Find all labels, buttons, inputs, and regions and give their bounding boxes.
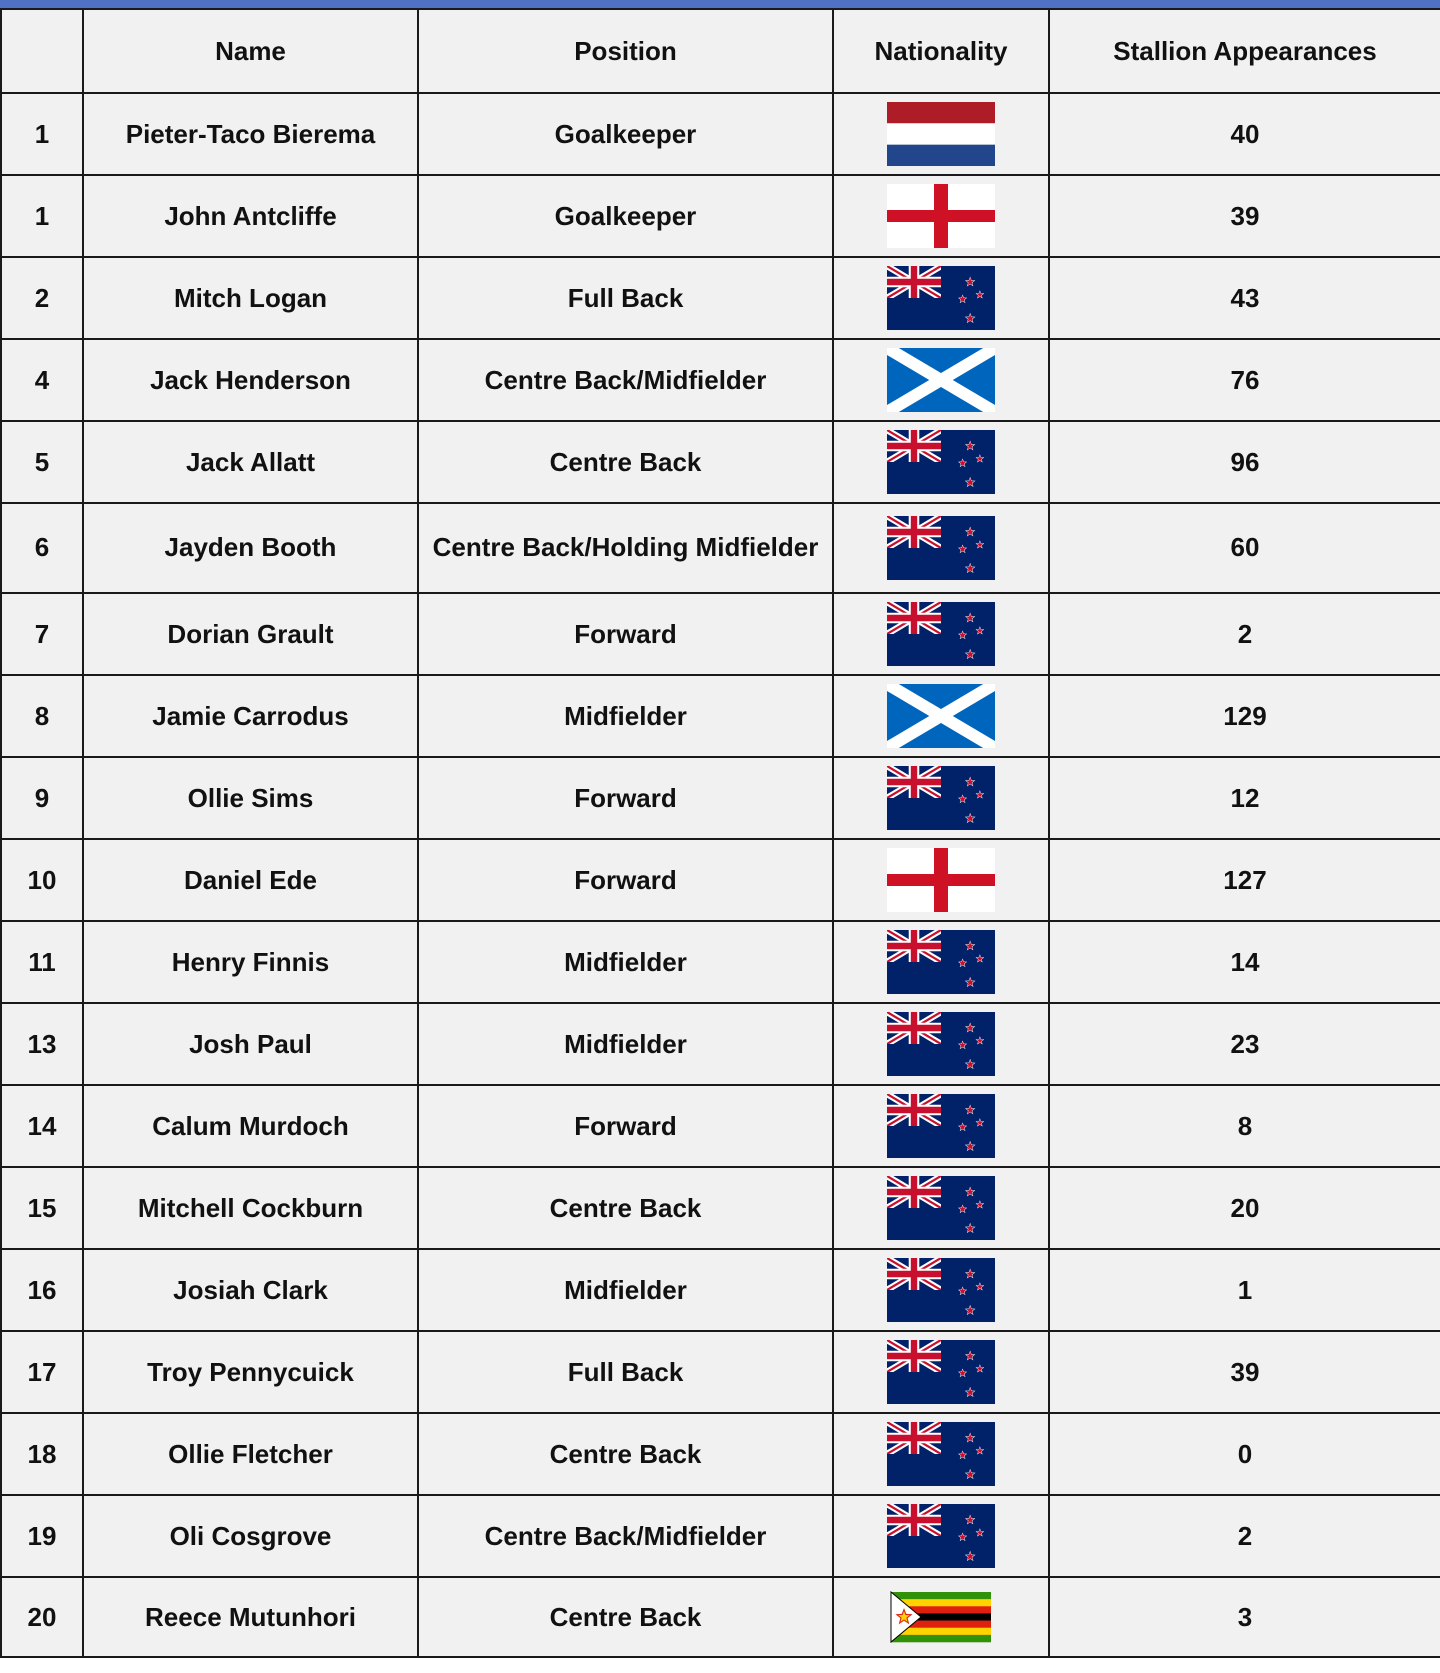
zimbabwe-flag-icon (844, 1585, 1038, 1649)
squad-number-cell: 4 (1, 339, 83, 421)
nationality-cell (833, 1249, 1049, 1331)
header-number (1, 9, 83, 93)
squad-number-cell: 6 (1, 503, 83, 593)
appearances-cell: 23 (1049, 1003, 1440, 1085)
appearances-cell: 0 (1049, 1413, 1440, 1495)
new-zealand-flag-icon (844, 1422, 1038, 1486)
squad-number-cell: 7 (1, 593, 83, 675)
player-name-cell: Jayden Booth (83, 503, 418, 593)
table-row (1, 93, 1440, 175)
header-appearances: Stallion Appearances (1049, 9, 1440, 93)
appearances-cell: 76 (1049, 339, 1440, 421)
position-cell: Full Back (418, 257, 833, 339)
nationality-cell (833, 257, 1049, 339)
position-cell: Goalkeeper (418, 175, 833, 257)
nationality-cell (833, 93, 1049, 175)
header-name: Name (83, 9, 418, 93)
player-name-cell: Mitch Logan (83, 257, 418, 339)
appearances-cell: 3 (1049, 1577, 1440, 1657)
table-header-row (1, 9, 1440, 93)
nationality-cell (833, 1003, 1049, 1085)
squad-number-cell: 20 (1, 1577, 83, 1657)
nationality-cell (833, 503, 1049, 593)
table-row (1, 675, 1440, 757)
player-name-cell: Mitchell Cockburn (83, 1167, 418, 1249)
squad-number-cell: 9 (1, 757, 83, 839)
player-name-cell: Reece Mutunhori (83, 1577, 418, 1657)
appearances-cell: 39 (1049, 175, 1440, 257)
player-name-cell: Ollie Fletcher (83, 1413, 418, 1495)
new-zealand-flag-icon (844, 766, 1038, 830)
table-row (1, 175, 1440, 257)
table-body (1, 93, 1440, 1657)
appearances-cell: 96 (1049, 421, 1440, 503)
nationality-cell (833, 593, 1049, 675)
table-row (1, 1495, 1440, 1577)
player-name-cell: Oli Cosgrove (83, 1495, 418, 1577)
squad-number-cell: 5 (1, 421, 83, 503)
player-name-cell: Calum Murdoch (83, 1085, 418, 1167)
table-row (1, 421, 1440, 503)
scotland-flag-icon (844, 348, 1038, 412)
new-zealand-flag-icon (844, 1340, 1038, 1404)
appearances-cell: 127 (1049, 839, 1440, 921)
player-name-cell: Troy Pennycuick (83, 1331, 418, 1413)
squad-number-cell: 19 (1, 1495, 83, 1577)
player-name-cell: Jack Henderson (83, 339, 418, 421)
nationality-cell (833, 1085, 1049, 1167)
player-name-cell: Josh Paul (83, 1003, 418, 1085)
player-name-cell: Pieter-Taco Bierema (83, 93, 418, 175)
top-accent-bar (0, 0, 1440, 8)
table-row (1, 1167, 1440, 1249)
player-name-cell: John Antcliffe (83, 175, 418, 257)
netherlands-flag-icon (844, 102, 1038, 166)
appearances-cell: 39 (1049, 1331, 1440, 1413)
position-cell: Centre Back (418, 1167, 833, 1249)
squad-number-cell: 1 (1, 175, 83, 257)
nationality-cell (833, 839, 1049, 921)
position-cell: Midfielder (418, 675, 833, 757)
position-cell: Midfielder (418, 921, 833, 1003)
table-row (1, 503, 1440, 593)
england-flag-icon (844, 848, 1038, 912)
scotland-flag-icon (844, 684, 1038, 748)
position-cell: Centre Back/Holding Midfielder (418, 503, 833, 593)
nationality-cell (833, 675, 1049, 757)
player-name-cell: Henry Finnis (83, 921, 418, 1003)
table-row (1, 1331, 1440, 1413)
squad-number-cell: 10 (1, 839, 83, 921)
appearances-cell: 12 (1049, 757, 1440, 839)
player-name-cell: Dorian Grault (83, 593, 418, 675)
new-zealand-flag-icon (844, 1504, 1038, 1568)
squad-number-cell: 15 (1, 1167, 83, 1249)
table-row (1, 257, 1440, 339)
nationality-cell (833, 339, 1049, 421)
squad-number-cell: 8 (1, 675, 83, 757)
england-flag-icon (844, 184, 1038, 248)
nationality-cell (833, 175, 1049, 257)
squad-number-cell: 1 (1, 93, 83, 175)
new-zealand-flag-icon (844, 516, 1038, 580)
new-zealand-flag-icon (844, 430, 1038, 494)
squad-number-cell: 11 (1, 921, 83, 1003)
new-zealand-flag-icon (844, 1094, 1038, 1158)
position-cell: Midfielder (418, 1003, 833, 1085)
appearances-cell: 1 (1049, 1249, 1440, 1331)
header-position: Position (418, 9, 833, 93)
squad-number-cell: 16 (1, 1249, 83, 1331)
squad-table (0, 8, 1440, 1658)
nationality-cell (833, 757, 1049, 839)
appearances-cell: 43 (1049, 257, 1440, 339)
nationality-cell (833, 421, 1049, 503)
appearances-cell: 20 (1049, 1167, 1440, 1249)
table-row (1, 1085, 1440, 1167)
squad-number-cell: 18 (1, 1413, 83, 1495)
table-row (1, 1577, 1440, 1657)
player-name-cell: Jack Allatt (83, 421, 418, 503)
position-cell: Centre Back/Midfielder (418, 1495, 833, 1577)
table-row (1, 1413, 1440, 1495)
table-row (1, 1249, 1440, 1331)
new-zealand-flag-icon (844, 1176, 1038, 1240)
position-cell: Midfielder (418, 1249, 833, 1331)
squad-number-cell: 13 (1, 1003, 83, 1085)
table-row (1, 339, 1440, 421)
appearances-cell: 129 (1049, 675, 1440, 757)
new-zealand-flag-icon (844, 602, 1038, 666)
position-cell: Centre Back/Midfielder (418, 339, 833, 421)
player-name-cell: Josiah Clark (83, 1249, 418, 1331)
position-cell: Forward (418, 1085, 833, 1167)
position-cell: Forward (418, 757, 833, 839)
position-cell: Centre Back (418, 1577, 833, 1657)
new-zealand-flag-icon (844, 266, 1038, 330)
position-cell: Full Back (418, 1331, 833, 1413)
table-row (1, 593, 1440, 675)
position-cell: Centre Back (418, 421, 833, 503)
position-cell: Forward (418, 593, 833, 675)
nationality-cell (833, 921, 1049, 1003)
nationality-cell (833, 1167, 1049, 1249)
player-name-cell: Jamie Carrodus (83, 675, 418, 757)
table-row (1, 757, 1440, 839)
squad-number-cell: 14 (1, 1085, 83, 1167)
position-cell: Centre Back (418, 1413, 833, 1495)
position-cell: Goalkeeper (418, 93, 833, 175)
header-nationality: Nationality (833, 9, 1049, 93)
player-name-cell: Ollie Sims (83, 757, 418, 839)
appearances-cell: 14 (1049, 921, 1440, 1003)
nationality-cell (833, 1577, 1049, 1657)
appearances-cell: 40 (1049, 93, 1440, 175)
table-row (1, 1003, 1440, 1085)
appearances-cell: 2 (1049, 593, 1440, 675)
squad-number-cell: 17 (1, 1331, 83, 1413)
new-zealand-flag-icon (844, 930, 1038, 994)
appearances-cell: 2 (1049, 1495, 1440, 1577)
appearances-cell: 60 (1049, 503, 1440, 593)
table-row (1, 839, 1440, 921)
new-zealand-flag-icon (844, 1012, 1038, 1076)
position-cell: Forward (418, 839, 833, 921)
squad-number-cell: 2 (1, 257, 83, 339)
player-name-cell: Daniel Ede (83, 839, 418, 921)
nationality-cell (833, 1331, 1049, 1413)
table-row (1, 921, 1440, 1003)
new-zealand-flag-icon (844, 1258, 1038, 1322)
nationality-cell (833, 1495, 1049, 1577)
nationality-cell (833, 1413, 1049, 1495)
appearances-cell: 8 (1049, 1085, 1440, 1167)
